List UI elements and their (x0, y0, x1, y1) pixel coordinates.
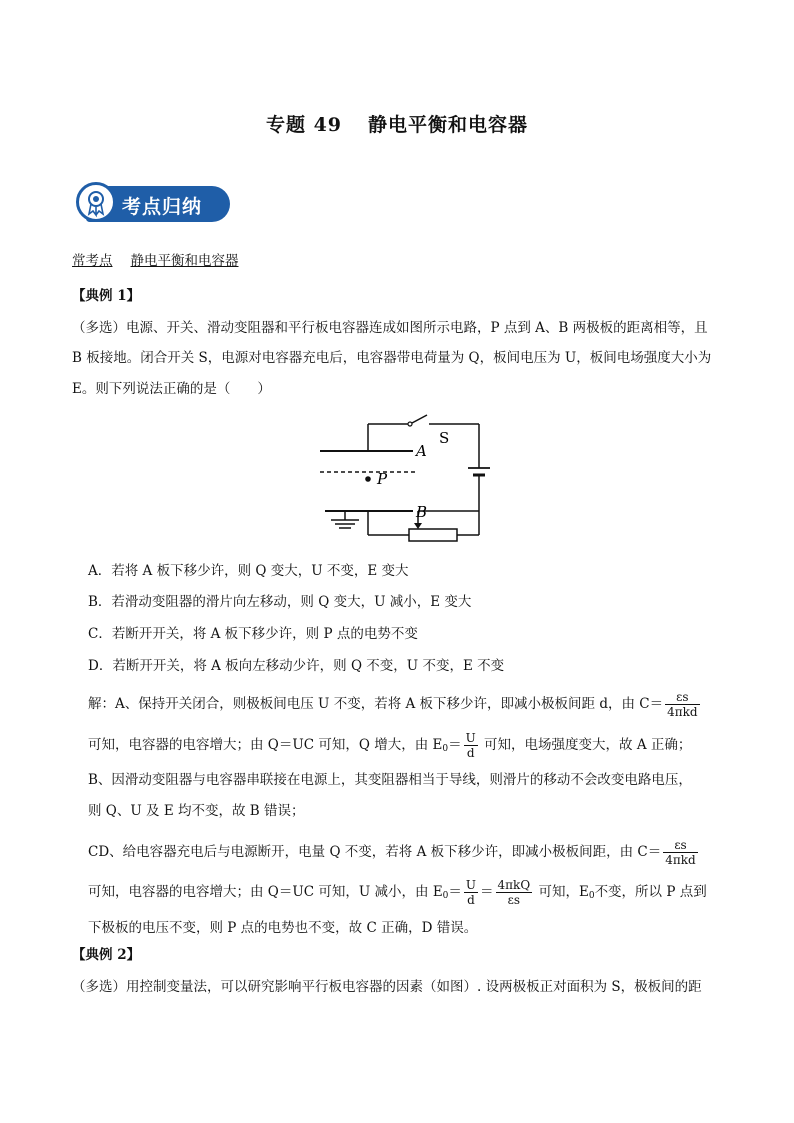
field-formula (464, 731, 478, 760)
solution-text: 可知，E (534, 884, 589, 900)
denominator: d (467, 893, 475, 907)
capacitance-formula (665, 690, 699, 719)
title-number: 专题 49 (265, 114, 343, 136)
equals-sign: ＝ (448, 737, 462, 753)
section-badge (76, 182, 230, 224)
denominator: 4πkd (667, 705, 698, 719)
numerator: εs (665, 690, 699, 705)
label-s: S (439, 429, 450, 447)
denominator: εs (507, 893, 521, 907)
solution-line: 则 Q、U 及 E 均不变，故 B 错误； (88, 803, 305, 819)
numerator: U (465, 731, 476, 745)
label-a: A (416, 442, 427, 460)
award-icon (76, 182, 116, 222)
example-2-question-line: （多选）用控制变量法，可以研究影响平行板电容器的因素（如图）. 设两极板正对面积为 S，极板间的距 (72, 979, 702, 995)
numerator: 4πkQ (497, 878, 531, 892)
equals-sign: ＝ (448, 884, 462, 900)
label-b: B (416, 503, 428, 521)
solution-text: 可知，电场强度变大，故 A 正确； (479, 737, 692, 753)
page-title (0, 110, 794, 137)
option-d: D．若断开开关，将 A 板向左移动少许，则 Q 不变，U 不变，E 不变 (88, 658, 505, 674)
badge-label: 考点归纳 (122, 196, 203, 218)
subscript: 0 (588, 891, 595, 901)
numerator: εs (663, 838, 697, 853)
subscript: 0 (442, 891, 449, 901)
solution-line (88, 690, 748, 719)
rheostat (409, 529, 457, 541)
label-p: P (377, 470, 388, 488)
field-formula-expanded (496, 878, 533, 907)
solution-text: 解：A、保持开关闭合，则极板间电压 U 不变，若将 A 板下移少许，即减小极板间距 d，由 C＝ (88, 696, 664, 712)
section-heading (72, 251, 732, 271)
slider-arrow (414, 523, 422, 529)
solution-line: 下极板的电压不变，则 P 点的电势也不变，故 C 正确，D 错误。 (88, 920, 478, 936)
subscript: 0 (442, 744, 449, 754)
solution-line (88, 838, 748, 867)
example-1-question-line: E。则下列说法正确的是（ ） (72, 381, 271, 397)
solution-text: 可知，电容器的电容增大；由 Q＝UC 可知，Q 增大，由 E (88, 737, 443, 753)
example-1-question-line: （多选）电源、开关、滑动变阻器和平行板电容器连成如图所示电路，P 点到 A、B 两极板的距离相等，且 (72, 320, 708, 336)
option-c: C．若断开开关，将 A 板下移少许，则 P 点的电势不变 (88, 626, 418, 642)
solution-text: CD、给电容器充电后与电源断开，电量 Q 不变，若将 A 板下移少许，即减小极板间距，由 C＝ (88, 844, 662, 860)
solution-line (88, 731, 748, 760)
title-text: 静电平衡和电容器 (368, 114, 529, 136)
denominator: d (466, 746, 475, 760)
switch-s (412, 415, 427, 423)
example-1-question-line: B 板接地。闭合开关 S，电源对电容器充电后，电容器带电荷量为 Q，板间电压为 U，板间电场强度大小为 (72, 350, 712, 366)
solution-line (88, 878, 748, 907)
field-formula (464, 878, 478, 907)
section-label: 常考点 (72, 253, 113, 269)
option-a: A．若将 A 板下移少许，则 Q 变大，U 不变，E 变大 (88, 563, 409, 579)
circuit-diagram (315, 408, 495, 548)
equals-sign: ＝ (480, 884, 494, 900)
solution-line: B、因滑动变阻器与电容器串联接在电源上，其变阻器相当于导线，则滑片的移动不会改变电路电压， (88, 772, 692, 788)
solution-text: 不变，所以 P 点到 (594, 884, 707, 900)
solution-text: 可知，电容器的电容增大；由 Q＝UC 可知，U 减小，由 E (88, 884, 443, 900)
section-topic: 静电平衡和电容器 (130, 253, 239, 269)
option-b: B．若滑动变阻器的滑片向左移动，则 Q 变大，U 减小，E 变大 (88, 594, 472, 610)
denominator: 4πkd (665, 853, 696, 867)
example-2-heading: 【典例 2】 (72, 947, 141, 963)
point-p (365, 476, 371, 482)
example-1-heading: 【典例 1】 (72, 288, 141, 304)
numerator: U (465, 878, 477, 892)
capacitance-formula (663, 838, 697, 867)
